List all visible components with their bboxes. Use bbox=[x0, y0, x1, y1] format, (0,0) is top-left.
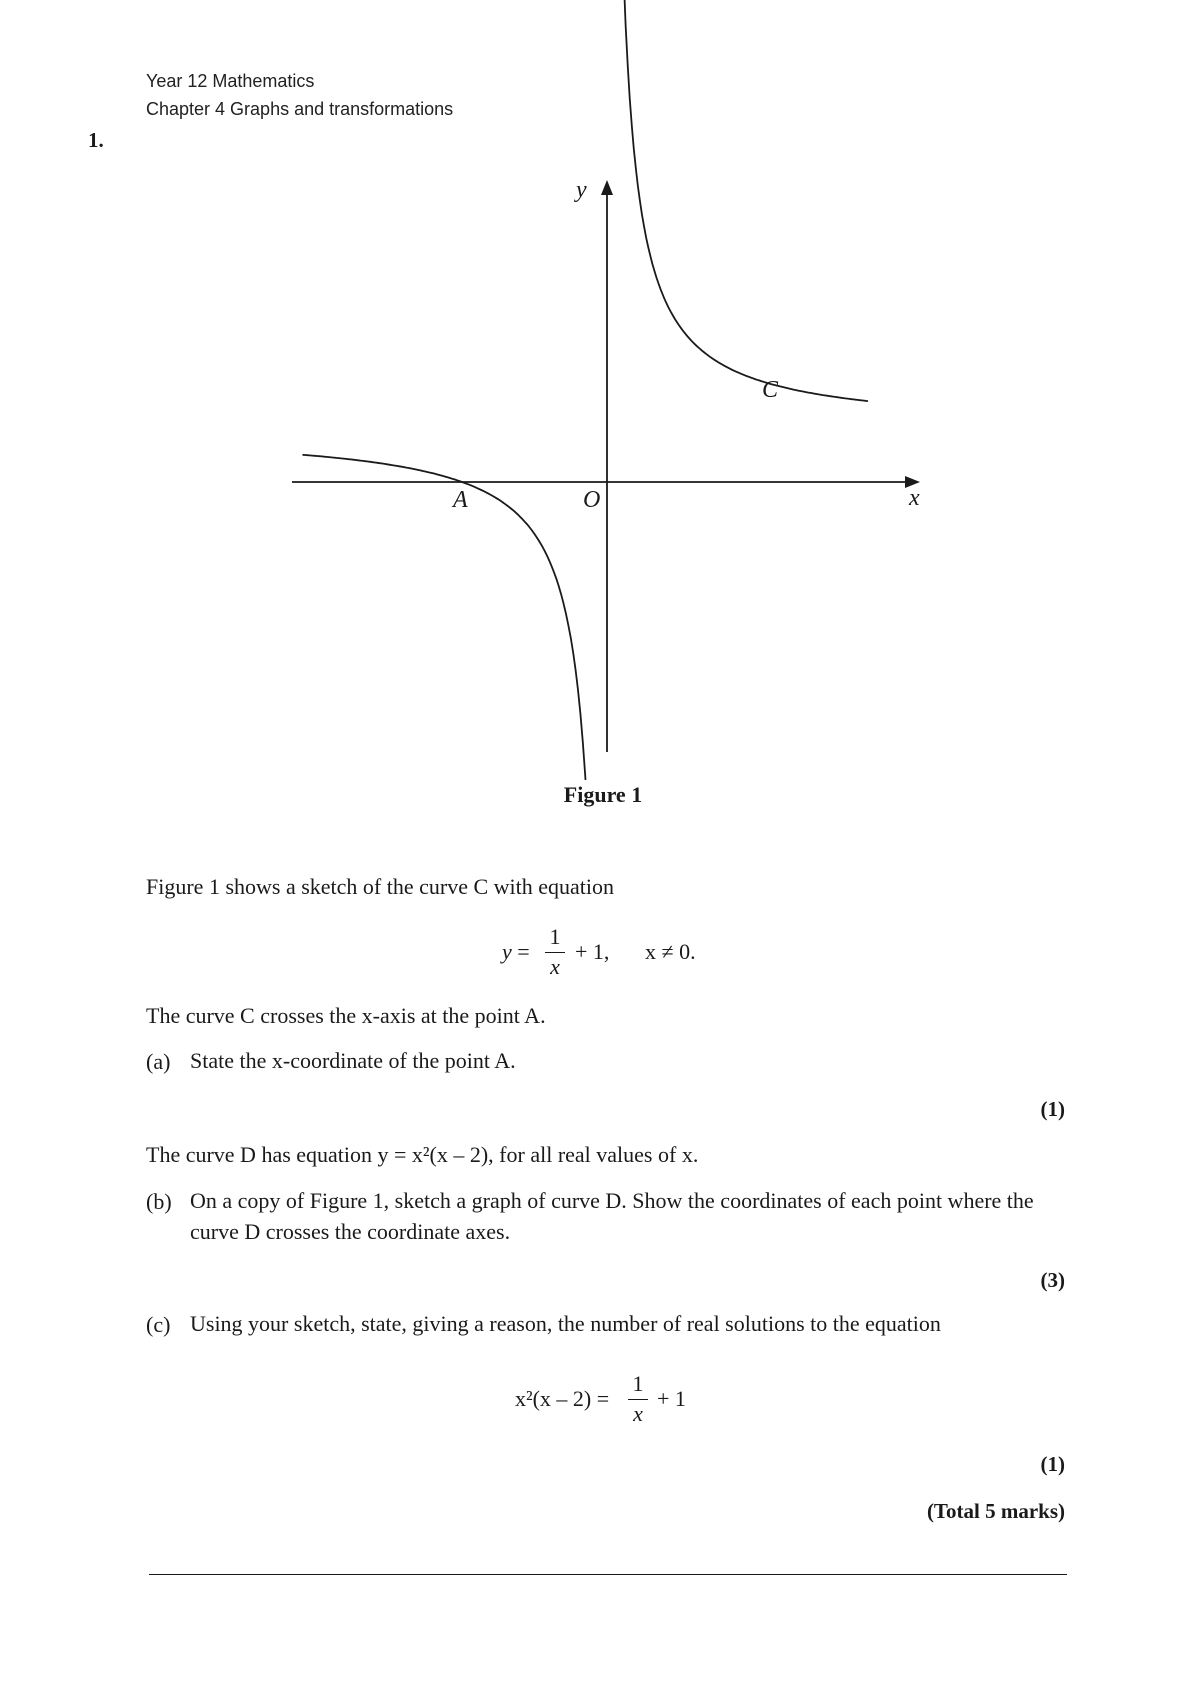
curve-d-text: The curve D has equation y = x²(x – 2), for all real values of x. bbox=[146, 1142, 699, 1167]
point-a-label: A bbox=[453, 487, 468, 513]
curve-c-right-branch bbox=[622, 0, 869, 401]
total-marks: (Total 5 marks) bbox=[926, 1499, 1065, 1523]
course-title: Year 12 Mathematics bbox=[146, 71, 315, 91]
curve-c-label: C bbox=[762, 377, 779, 403]
bottom-rule bbox=[149, 1574, 1067, 1575]
intro-text: Figure 1 shows a sketch of the curve C with equation bbox=[146, 874, 615, 899]
part-a-text: State the x-coordinate of the point A. bbox=[190, 1048, 516, 1073]
equation-condition: x ≠ 0. bbox=[645, 939, 696, 964]
part-c-text: Using your sketch, state, giving a reason, the number of real solutions to the equation bbox=[190, 1311, 941, 1336]
fraction-numerator: 1 bbox=[549, 924, 561, 949]
figure-1-graph bbox=[0, 0, 1200, 780]
y-axis-label: y bbox=[576, 177, 587, 203]
equation2-lhs: x²(x – 2) = bbox=[515, 1386, 610, 1411]
x-axis-label: x bbox=[909, 485, 920, 511]
figure-caption: Figure 1 bbox=[563, 782, 643, 807]
part-a-label: (a) bbox=[146, 1049, 171, 1074]
fraction-denominator: x bbox=[633, 1401, 643, 1426]
part-c-label: (c) bbox=[146, 1312, 171, 1337]
part-c-marks: (1) bbox=[1040, 1452, 1065, 1476]
question-number: 1. bbox=[88, 128, 104, 152]
fraction-numerator: 1 bbox=[632, 1371, 644, 1396]
part-b-label: (b) bbox=[146, 1189, 172, 1214]
chapter-title: Chapter 4 Graphs and transformations bbox=[146, 99, 454, 119]
y-axis-arrow bbox=[601, 180, 613, 195]
curve-c-left-branch bbox=[303, 455, 593, 780]
fraction-denominator: x bbox=[550, 954, 560, 979]
part-a-marks: (1) bbox=[1040, 1097, 1065, 1121]
part-b-marks: (3) bbox=[1040, 1268, 1065, 1292]
crosses-text: The curve C crosses the x-axis at the point A. bbox=[146, 1003, 546, 1028]
origin-label: O bbox=[583, 487, 601, 513]
equation-rhs: + 1, bbox=[575, 939, 610, 964]
equation2-rhs: + 1 bbox=[657, 1386, 686, 1411]
part-b-text: On a copy of Figure 1, sketch a graph of curve D. Show the coordinates of each point where the curve D crosses the coordinate axes. bbox=[190, 1188, 1034, 1244]
